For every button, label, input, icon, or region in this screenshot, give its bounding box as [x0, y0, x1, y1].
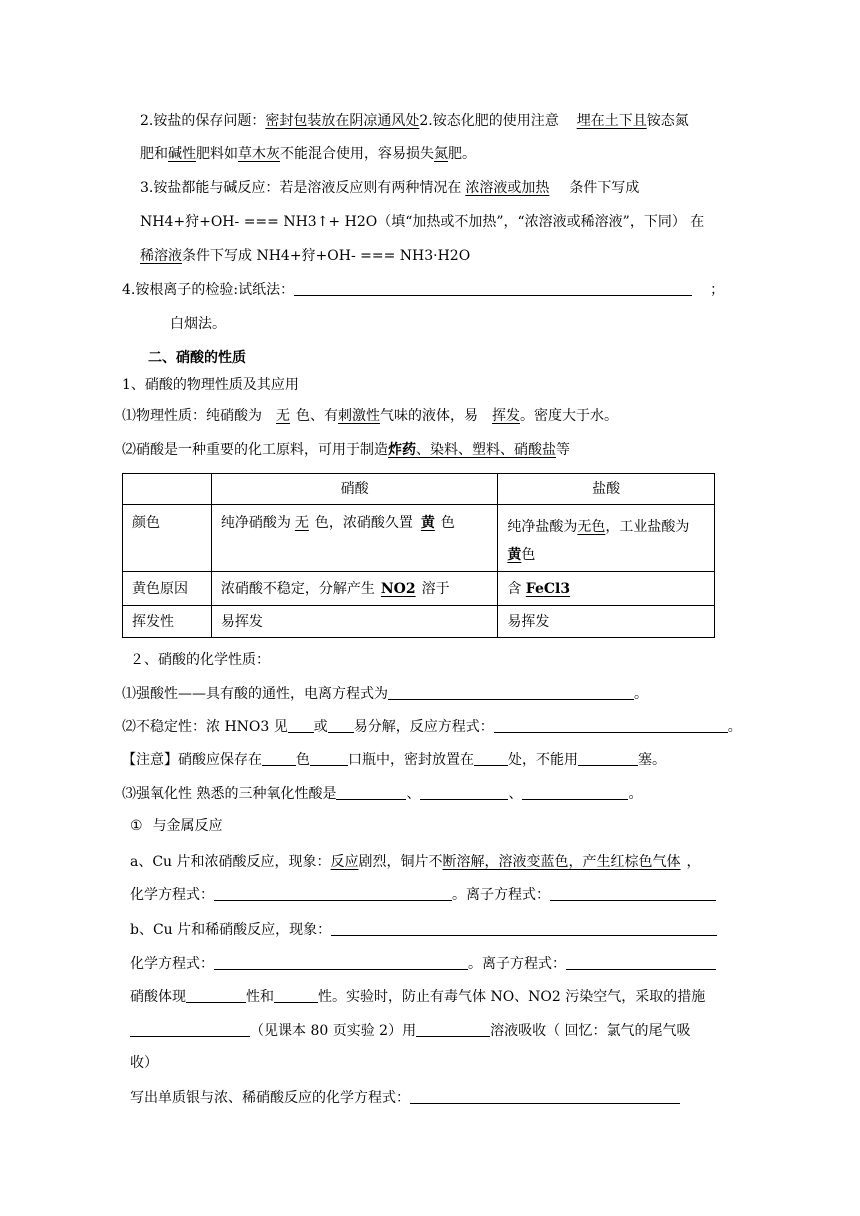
note-line [122, 750, 666, 770]
text: 【注意】硝酸应保存在 [122, 752, 262, 768]
react-line-2 [140, 212, 704, 232]
text: 。 [628, 786, 643, 802]
table-header-cell: 硝酸 [211, 474, 497, 505]
text: 口瓶中，密封放置在 [348, 752, 474, 768]
answer-blank[interactable] [274, 988, 318, 1003]
text: 性和 [246, 989, 274, 1005]
text: （见课本 80 页实验 2）用 [250, 1023, 417, 1039]
subsection-heading-2: ２、硝酸的化学性质： [130, 652, 270, 668]
answer-blank[interactable] [522, 785, 628, 800]
answer-blank[interactable] [214, 955, 468, 970]
answer-nitrogen: 氮 [434, 146, 448, 162]
equation-concentrated: NH4+狩+OH- === NH3↑+ H2O（填“加热或不加热”，“浓溶液或稀溶液”，下同） 在 [140, 214, 705, 230]
table-row [123, 505, 715, 572]
text: 色 [440, 515, 455, 531]
answer: 染料 [430, 442, 458, 458]
text: 写出单质银与浓、稀硝酸反应的化学方程式： [130, 1090, 410, 1106]
text: 、 [500, 442, 514, 458]
cu-dilute-eq-line [130, 954, 716, 974]
text: ⑵硝酸是一种重要的化工原料，可用于制造 [122, 442, 388, 458]
subsection-heading: 1、硝酸的物理性质及其应用 [122, 377, 299, 393]
table-cell [211, 572, 497, 606]
text: 或 [313, 719, 328, 735]
storage-lead: 2.铵盐的保存问题： [140, 113, 266, 129]
text: 肥。 [448, 146, 476, 162]
answer-blank[interactable] [420, 785, 508, 800]
nitric-shows-line [130, 987, 705, 1007]
test-line-2 [170, 314, 226, 334]
answer-blank[interactable] [130, 1022, 250, 1037]
answer-blank[interactable] [336, 785, 406, 800]
answer-blank[interactable] [331, 921, 717, 936]
text: b、Cu 片和稀硝酸反应，现象： [130, 922, 332, 938]
answer: 黄 [507, 547, 522, 563]
text: ； [710, 282, 725, 298]
react-line-3 [140, 246, 470, 266]
answer: 刺激性 [338, 408, 380, 424]
text: 硝酸体现 [130, 989, 186, 1005]
answer-blank[interactable] [294, 281, 692, 296]
answer-blank[interactable] [550, 886, 716, 901]
text: a、Cu 片和浓硝酸反应，现象： [130, 854, 331, 870]
text: 、 [458, 442, 472, 458]
text: ⑵不稳定性：浓 HNO3 见 [122, 719, 288, 735]
text: 色、有 [296, 408, 338, 424]
text: 色 [296, 752, 310, 768]
answer: 无 [294, 515, 309, 531]
section-heading: 二、硝酸的性质 [148, 350, 246, 366]
answer: 挥发 [492, 408, 520, 424]
answer: FeCl3 [525, 580, 571, 597]
answer: 黄 [420, 515, 435, 531]
answer-blank[interactable] [214, 886, 452, 901]
answer-blank[interactable] [474, 751, 508, 766]
text: 不能混合使用，容易损失 [280, 146, 434, 162]
text: 与金属反应 [152, 818, 223, 834]
text: 气味的液体，易 [380, 408, 478, 424]
answer-blank[interactable] [494, 718, 728, 733]
item-number: ① [130, 818, 143, 834]
table-header-row [123, 474, 715, 505]
answer-plant-ash: 草木灰 [238, 146, 280, 162]
fertilizer-tail: 铵态氮 [646, 113, 689, 129]
table-cell [498, 572, 715, 606]
cu-conc-line [130, 852, 701, 872]
row-label: 黄色原因 [123, 572, 212, 606]
fertilizer-answer: 埋在土下且 [576, 113, 647, 129]
answer: 硝酸盐 [514, 442, 556, 458]
answer-dilute: 稀溶液 [140, 248, 182, 264]
text: 、 [406, 786, 421, 802]
table-header-cell: 盐酸 [498, 474, 715, 505]
storage-line [140, 111, 689, 131]
text: 处，不能用 [508, 752, 578, 768]
text: ， [686, 854, 701, 870]
answer-blank[interactable] [410, 1089, 680, 1104]
react-line-1 [140, 178, 639, 198]
text: 条件下写成 [569, 180, 640, 196]
table-row [123, 572, 715, 606]
text: 溶于 [421, 580, 450, 597]
cu-conc-eq-line [130, 885, 716, 905]
answer-blank[interactable] [328, 718, 354, 733]
answer: 断溶解，溶液变蓝色，产生红棕色气体 [442, 854, 681, 870]
fertilizer-lead: 2.铵态化肥的使用注意 [419, 113, 559, 129]
text: 性。实验时，防止有毒气体 NO、NO2 污染空气，采取的措施 [318, 989, 706, 1005]
answer-blank[interactable] [566, 955, 716, 970]
text: 化学方程式： [130, 956, 214, 972]
storage-answer: 密封包装放在阴凉通风处 [265, 113, 420, 129]
answer: NO2 [380, 580, 416, 597]
answer-blank[interactable] [262, 751, 296, 766]
text: 3.铵盐都能与碱反应：若是溶液反应则有两种情况在 [140, 180, 462, 196]
text: 肥和 [140, 146, 168, 162]
oxidizing-line [122, 784, 642, 804]
silver-line [130, 1088, 680, 1108]
row-label: 挥发性 [123, 606, 212, 638]
text: 。 [727, 719, 742, 735]
text: ⑴强酸性——具有酸的通性，电离方程式为 [122, 686, 388, 702]
answer-blank[interactable] [186, 988, 246, 1003]
acid-line [122, 684, 648, 704]
physical-properties [122, 406, 618, 426]
experiment-line [130, 1021, 691, 1041]
answer: 塑料 [472, 442, 500, 458]
answer: 无 [276, 408, 290, 424]
comparison-table [122, 473, 715, 638]
storage-line-2 [140, 144, 476, 164]
answer-blank[interactable] [288, 718, 314, 733]
answer: 反应 [330, 854, 359, 870]
text: 、 [416, 442, 430, 458]
text: 化学方程式： [130, 887, 214, 903]
row-label: 颜色 [123, 505, 212, 572]
text: 色，浓硝酸久置 [314, 515, 413, 531]
text: 。 [634, 686, 648, 702]
cu-dilute-line [130, 920, 717, 940]
table-header-cell [123, 474, 212, 505]
text: 剧烈，铜片不 [358, 854, 443, 870]
text: 塞。 [638, 752, 666, 768]
answer-blank[interactable] [578, 751, 638, 766]
text: 白烟法。 [170, 316, 226, 332]
text: 易分解，反应方程式： [353, 719, 494, 735]
text: 纯净硝酸为 [220, 515, 291, 531]
table-cell: 易挥发 [498, 606, 715, 638]
text: ⑶强氧化性 熟悉的三种氧化性酸是 [122, 786, 337, 802]
text: ，工业盐酸为 [605, 519, 690, 535]
answer: 炸药 [388, 442, 416, 458]
text: 4.铵根离子的检验:试纸法： [122, 282, 295, 298]
test-line [122, 280, 724, 300]
answer-conc-heat: 浓溶液或加热 [465, 180, 550, 196]
answer: 无色 [577, 519, 606, 535]
text: 色 [521, 547, 536, 563]
text: 浓硝酸不稳定，分解产生 [220, 580, 375, 597]
answer-alkaline: 碱性 [168, 146, 196, 162]
text: 含 [507, 580, 522, 597]
table-row [123, 606, 715, 638]
text: 、 [508, 786, 523, 802]
metal-heading [130, 816, 223, 836]
table-cell: 易挥发 [211, 606, 497, 638]
text: 纯净盐酸为 [507, 519, 578, 535]
answer-blank[interactable] [310, 751, 348, 766]
experiment-line-2: 收） [130, 1055, 158, 1071]
text: 溶液吸收（ 回忆：氯气的尾气吸 [490, 1023, 691, 1039]
text: 等 [556, 442, 570, 458]
answer-blank[interactable] [388, 685, 634, 700]
text: 。密度大于水。 [520, 408, 618, 424]
answer-blank[interactable] [416, 1022, 490, 1037]
table-cell [211, 505, 497, 572]
text: ⑴物理性质：纯硝酸为 [122, 408, 262, 424]
text: 肥料如 [196, 146, 238, 162]
equation-dilute: 条件下写成 NH4+狩+OH- === NH3·H2O [182, 248, 471, 264]
table-cell [498, 505, 715, 572]
uses-line [122, 440, 570, 460]
text: 。离子方程式： [452, 887, 550, 903]
unstable-line [122, 717, 742, 737]
text: 。离子方程式： [468, 956, 566, 972]
